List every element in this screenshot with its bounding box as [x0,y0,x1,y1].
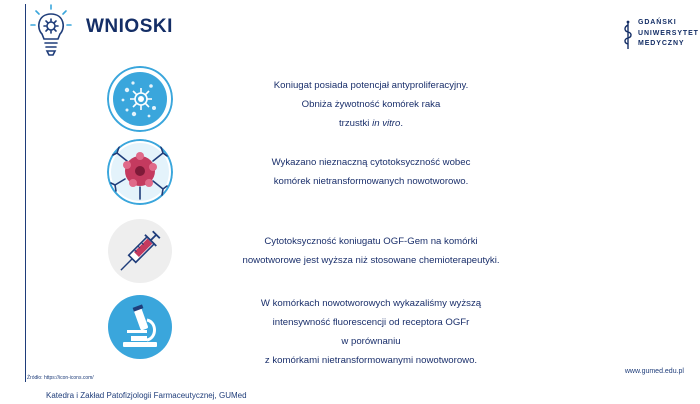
conclusion-1-line-3 [180,114,562,133]
conclusion-1-line-3-end: . [400,118,403,129]
website-url[interactable]: www.gumed.edu.pl [624,368,684,375]
conclusion-4-line-3: w porównaniu [341,336,401,347]
logo-line-3: MEDYCZNY [638,40,685,47]
conclusion-2-line-2: komórek nietransformowanych nowotworowo. [273,176,469,187]
conclusion-4-line-4: z komórkami nietransformowanymi nowotworowo. [264,355,478,366]
conclusion-1-line-2: Obniża żywotność komórek raka [301,99,441,110]
conclusion-text-1 [180,76,562,133]
lightbulb-gear-icon [30,4,72,56]
logo-emblem-icon [622,20,634,50]
conclusion-3-line-1: Cytotoksyczność koniugatu OGF-Gem na komórki [264,236,478,247]
slide-title: WNIOSKI [86,16,173,37]
syringe-icon [107,218,173,284]
conclusion-4-line-2: intensywność fluorescencji od receptora OGFr [272,317,470,328]
logo-line-1: GDAŃSKI [638,19,677,26]
image-source-note: Źródło: https://icon-icons.com/ [27,375,94,381]
logo-line-2: UNIWERSYTET [638,29,699,37]
cells-microscopy-icon [107,66,173,132]
conclusion-4-line-1: W komórkach nowotworowych wykazaliśmy wyższą [260,298,482,309]
conclusion-2-line-1: Wykazano nieznaczną cytotoksyczność wobec [271,157,471,168]
conclusion-1-line-3-plain: trzustki [339,118,373,129]
university-logo [618,18,699,52]
conclusion-text-3 [180,232,562,270]
left-divider-line [25,4,26,382]
conclusion-text-2 [180,153,562,191]
microscope-icon [107,294,173,360]
conclusion-3-line-2: nowotworowe jest wyższa niż stosowane chemioterapeutyki. [242,255,500,266]
conclusion-1-line-3-italic: in vitro [372,118,401,129]
conclusion-text-4 [180,294,562,370]
conclusion-1-line-1: Koniugat posiada potencjał antyproliferacyjny. [273,80,469,91]
cancer-cell-icon [107,139,173,205]
footer-department: Katedra i Zakład Patofizjologii Farmaceutycznej, GUMed [46,391,247,400]
